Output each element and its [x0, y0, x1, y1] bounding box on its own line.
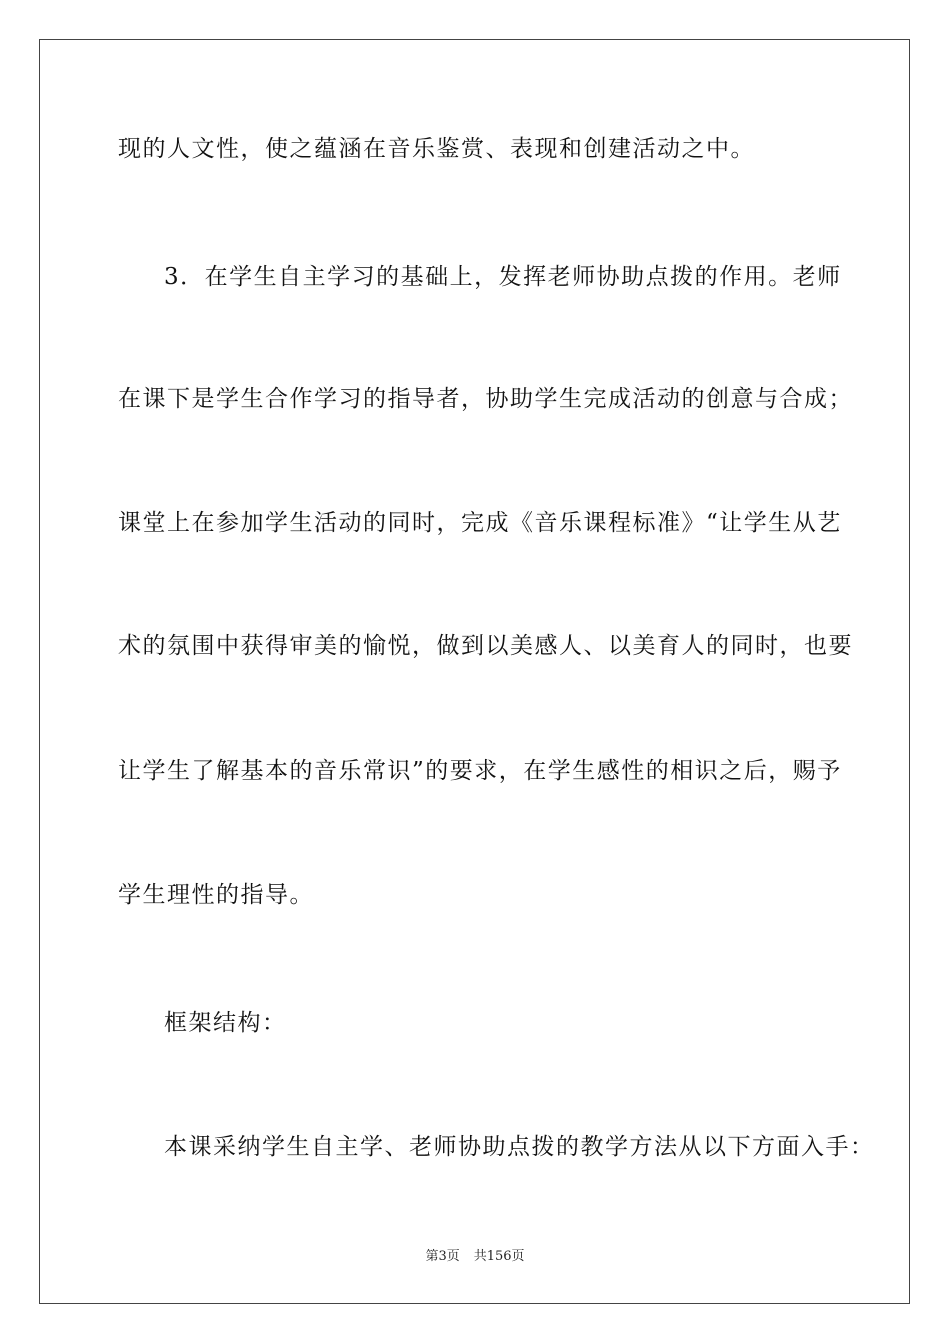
paragraph-line: 术的氛围中获得审美的愉悦，做到以美感人、以美育人的同时，也要 [118, 633, 853, 659]
paragraph-line: 让学生了解基本的音乐常识”的要求，在学生感性的相识之后，赐予 [118, 758, 842, 784]
page-border [39, 39, 910, 1304]
paragraph-line: 现的人文性，使之蕴涵在音乐鉴赏、表现和创建活动之中。 [118, 136, 755, 162]
paragraph-line: 学生理性的指导。 [118, 882, 314, 908]
page-footer [0, 1248, 950, 1266]
section-heading: 框架结构： [164, 1010, 287, 1036]
paragraph-line: 3．在学生自主学习的基础上，发挥老师协助点拨的作用。老师 [164, 264, 842, 290]
paragraph-line: 课堂上在参加学生活动的同时，完成《音乐课程标准》“让学生从艺 [118, 510, 842, 536]
page-total: 共156页 [473, 1249, 525, 1264]
paragraph-line: 本课采纳学生自主学、老师协助点拨的教学方法从以下方面入手： [164, 1134, 875, 1160]
paragraph-line: 在课下是学生合作学习的指导者，协助学生完成活动的创意与合成； [118, 386, 853, 412]
page-number: 第3页 [425, 1249, 460, 1264]
